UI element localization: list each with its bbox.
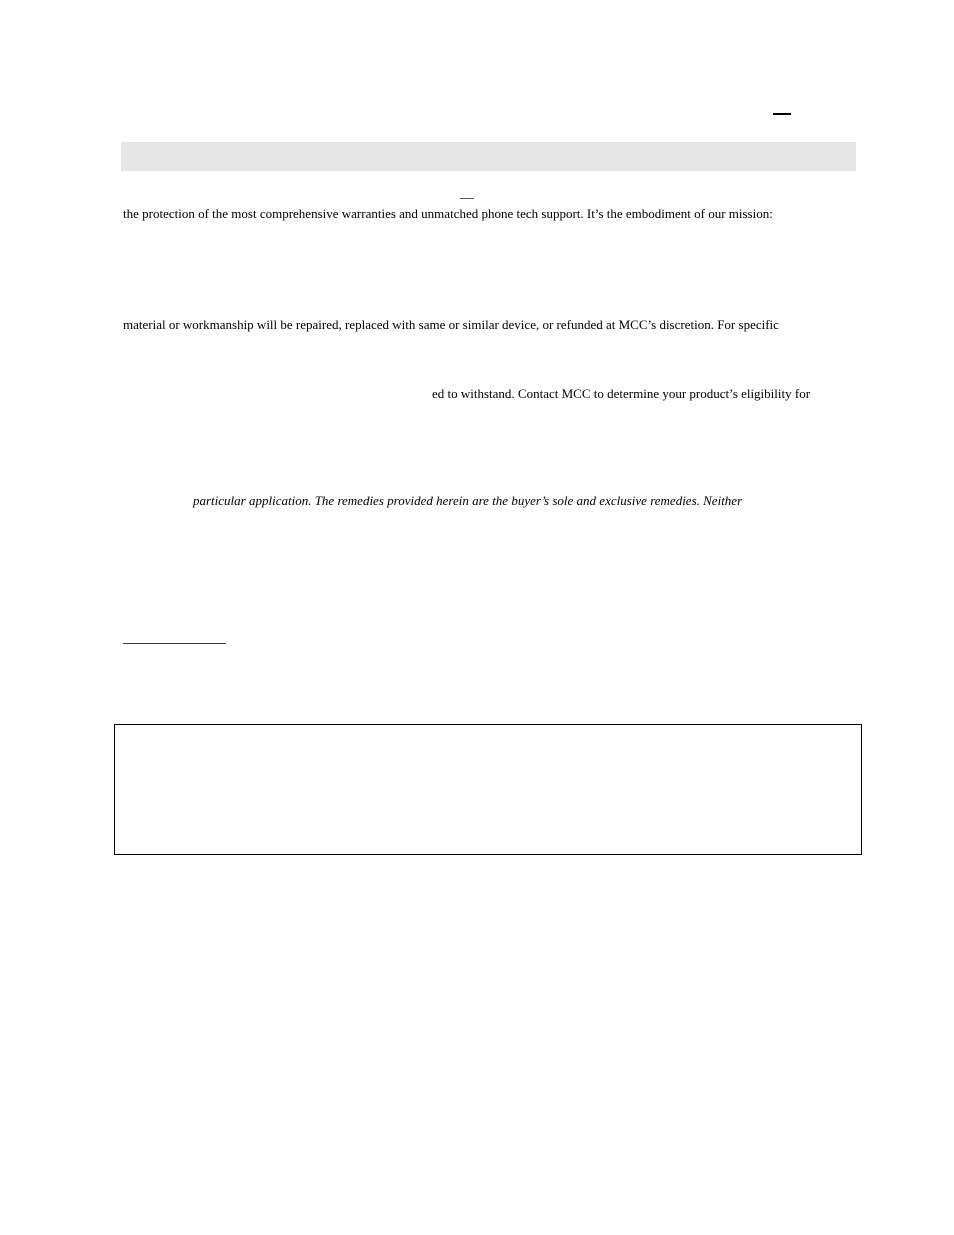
paragraph-line-support: the protection of the most comprehensive warranties and unmatched phone tech support. It’s the embodiment of our mission:	[123, 206, 773, 221]
bordered-notice-box	[114, 724, 862, 855]
section-heading-band	[121, 142, 856, 171]
header-dash	[773, 113, 791, 115]
paragraph-line-eligibility: ed to withstand. Contact MCC to determine your product’s eligibility for	[432, 386, 811, 401]
paragraph-line-repair: material or workmanship will be repaired, replaced with same or similar device, or refunded at MCC’s discretion. For specific	[123, 317, 779, 332]
hyperlink-underline[interactable]	[123, 643, 226, 644]
small-dash	[460, 198, 474, 199]
paragraph-line-remedies: particular application. The remedies provided herein are the buyer’s sole and exclusive remedies. Neither	[193, 493, 743, 508]
